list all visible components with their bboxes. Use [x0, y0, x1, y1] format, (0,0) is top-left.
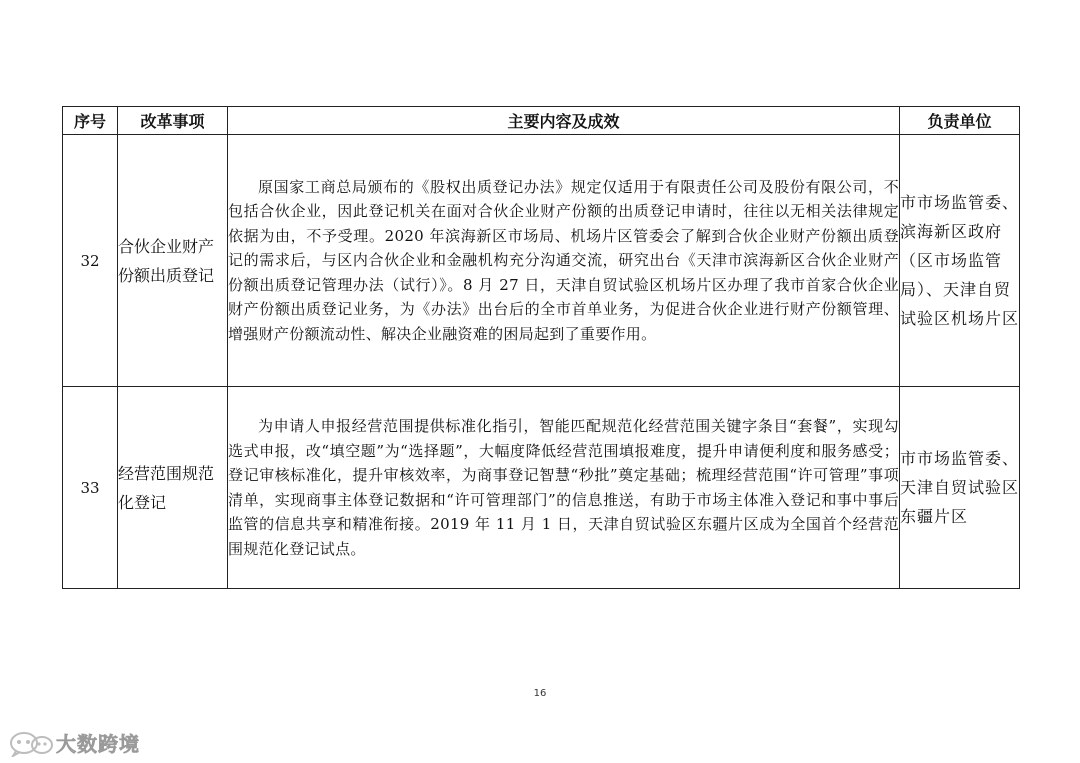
row-item: 合伙企业财产份额出质登记	[118, 135, 228, 387]
header-content: 主要内容及成效	[228, 107, 900, 135]
wechat-logo-icon	[8, 729, 54, 757]
row-num: 33	[63, 387, 118, 589]
watermark	[8, 728, 140, 757]
table-row	[63, 387, 1020, 589]
row-content: 原国家工商总局颁布的《股权出质登记办法》规定仅适用于有限责任公司及股份有限公司，不包括合伙企业，因此登记机关在面对合伙企业财产份额的出质登记申请时，往往以无相关法律规定依据为由，不予受理。2020 年滨海新区市场局、机场片区管委会了解到合伙企业财产份额出质登记的需求后，与区内合伙企业和金融机构充分沟通交流，研究出台《天津市滨海新区合伙企业财产份额出质登记管理办法（试行）》。8 月 27 日，天津自贸试验区机场片区办理了我市首家合伙企业财产份额出质登记业务，为《办法》出台后的全市首单业务，为促进合伙企业进行财产份额管理、增强财产份额流动性、解决企业融资难的困局起到了重要作用。	[228, 177, 899, 343]
row-content: 为申请人申报经营范围提供标准化指引，智能匹配规范化经营范围关键字条目“套餐”，实现勾选式申报，改“填空题”为“选择题”，大幅度降低经营范围填报难度，提升申请便利度和服务感受；登记审核标准化，提升审核效率，为商事登记智慧“秒批”奠定基础；梳理经营范围“许可管理”事项清单，实现商事主体登记数据和“许可管理部门”的信息推送，有助于市场主体准入登记和事中事后监管的信息共享和精准衔接。2019 年 11 月 1 日，天津自贸试验区东疆片区成为全国首个经营范围规范化登记试点。	[228, 417, 899, 558]
header-unit: 负责单位	[900, 107, 1020, 135]
table-header-row	[63, 107, 1020, 135]
watermark-text: 大数跨境	[56, 732, 140, 756]
reform-table	[62, 106, 1020, 589]
row-num: 32	[63, 135, 118, 387]
row-unit: 市市场监管委、天津自贸试验区东疆片区	[900, 387, 1020, 589]
header-num: 序号	[63, 107, 118, 135]
row-unit: 市市场监管委、滨海新区政府（区市场监管局）、天津自贸试验区机场片区	[900, 135, 1020, 387]
page-number: 16	[533, 688, 547, 699]
header-item: 改革事项	[118, 107, 228, 135]
row-item: 经营范围规范化登记	[118, 387, 228, 589]
table-row	[63, 135, 1020, 387]
